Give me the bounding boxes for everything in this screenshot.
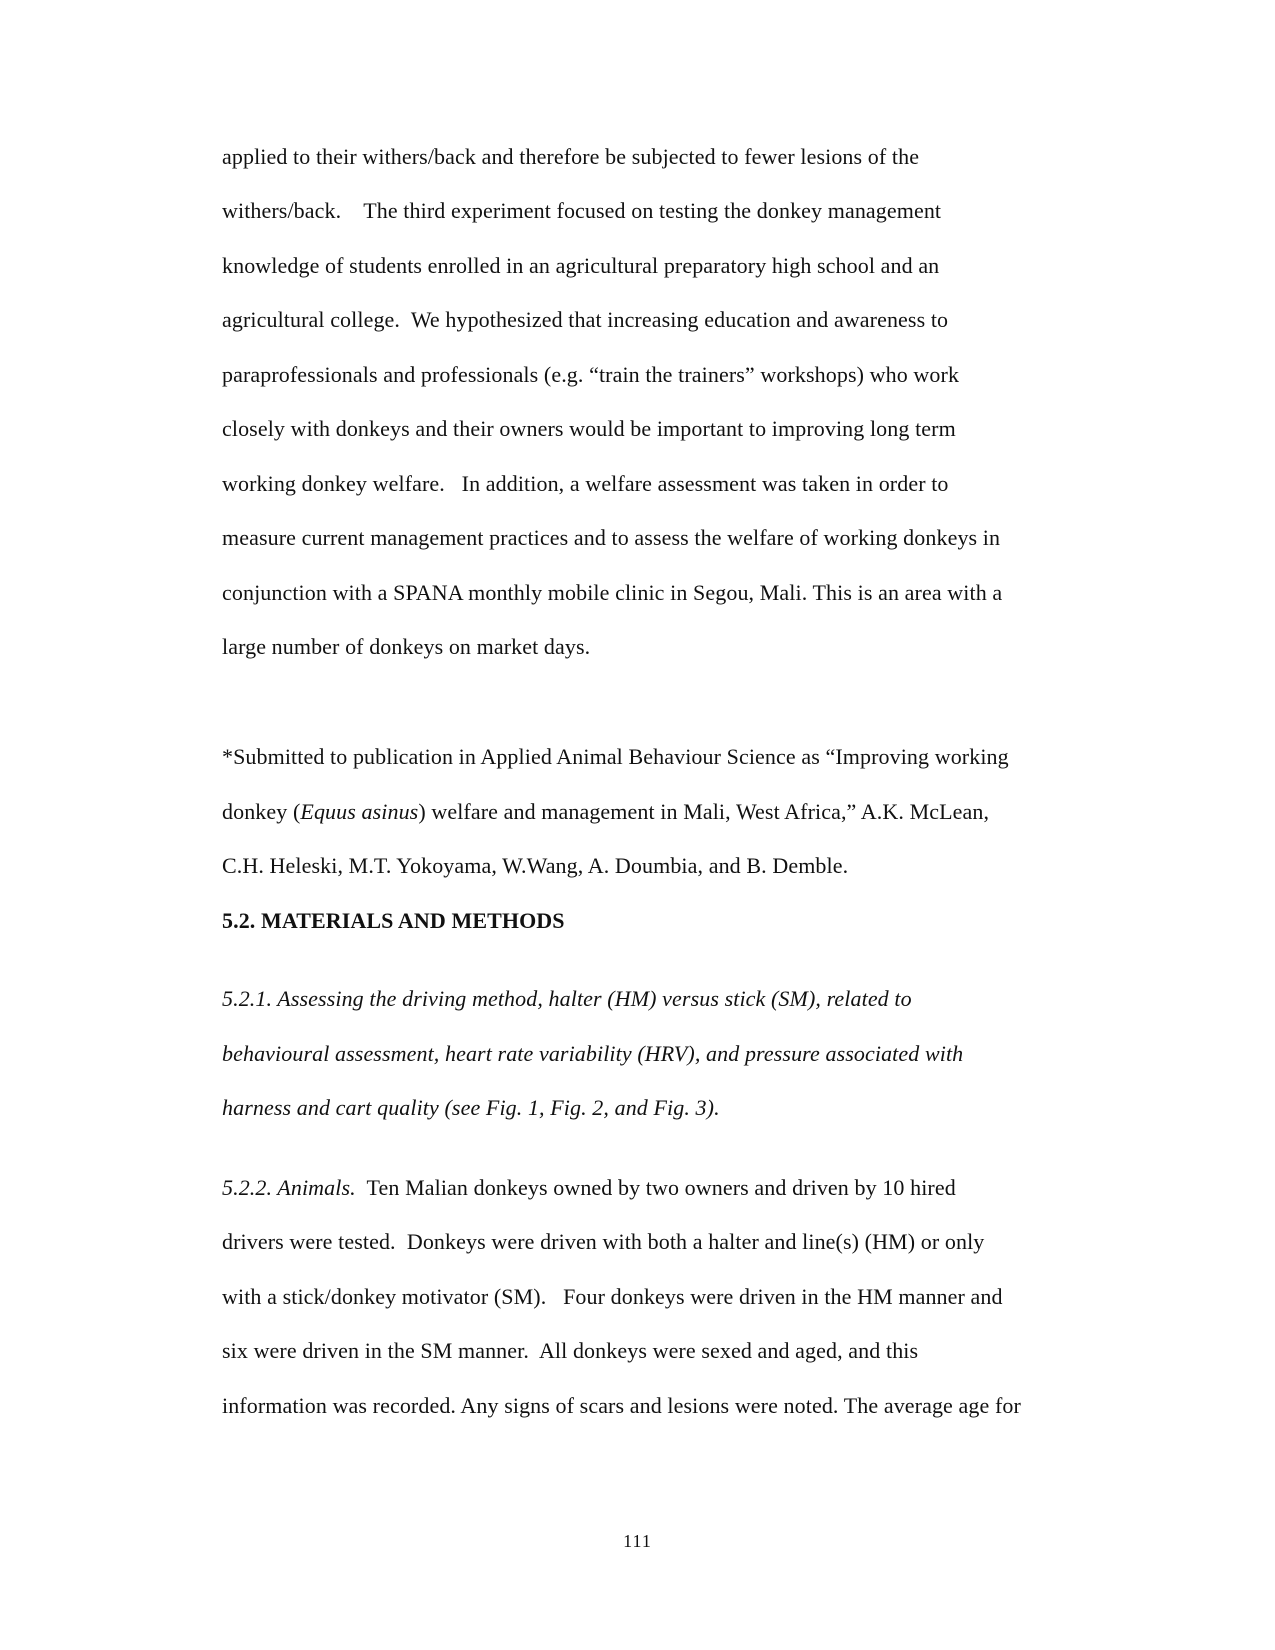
paragraph-line: closely with donkeys and their owners would be important to improving long term [222, 416, 956, 441]
subsection-heading-line: 5.2.1. Assessing the driving method, halter (HM) versus stick (SM), related to [222, 986, 912, 1011]
subsection-heading-line: harness and cart quality (see Fig. 1, Fig. 2, and Fig. 3). [222, 1095, 720, 1120]
footnote-text: ) welfare and management in Mali, West Africa,” A.K. McLean, [418, 799, 990, 824]
paragraph-line: drivers were tested. Donkeys were driven with both a halter and line(s) (HM) or only [222, 1229, 985, 1254]
paragraph-line: withers/back. The third experiment focused on testing the donkey management [222, 198, 942, 223]
page-number: 111 [623, 1531, 652, 1551]
footnote-text: donkey ( [222, 799, 301, 824]
subsection-label: 5.2.2. Animals. [222, 1175, 356, 1200]
species-name: Equus asinus [300, 799, 419, 824]
paragraph-line: working donkey welfare. In addition, a welfare assessment was taken in order to [222, 471, 949, 496]
footnote-line: *Submitted to publication in Applied Animal Behaviour Science as “Improving working [222, 744, 1009, 769]
paragraph-line: knowledge of students enrolled in an agricultural preparatory high school and an [222, 253, 940, 278]
section-heading: 5.2. MATERIALS AND METHODS [222, 908, 565, 933]
footnote-line [222, 799, 989, 825]
paragraph-line [222, 1175, 956, 1201]
paragraph-line: information was recorded. Any signs of scars and lesions were noted. The average age for [222, 1393, 1021, 1418]
paragraph-text: Ten Malian donkeys owned by two owners and driven by 10 hired [355, 1175, 956, 1200]
subsection-heading-line: behavioural assessment, heart rate variability (HRV), and pressure associated with [222, 1041, 964, 1066]
paragraph-line: large number of donkeys on market days. [222, 634, 591, 659]
paragraph-line: with a stick/donkey motivator (SM). Four donkeys were driven in the HM manner and [222, 1284, 1003, 1309]
paragraph-line: applied to their withers/back and therefore be subjected to fewer lesions of the [222, 144, 920, 169]
footnote-line: C.H. Heleski, M.T. Yokoyama, W.Wang, A. Doumbia, and B. Demble. [222, 853, 849, 878]
paragraph-line: paraprofessionals and professionals (e.g. “train the trainers” workshops) who work [222, 362, 960, 387]
paragraph-line: conjunction with a SPANA monthly mobile clinic in Segou, Mali. This is an area with a [222, 580, 1003, 605]
paragraph-line: six were driven in the SM manner. All donkeys were sexed and aged, and this [222, 1338, 919, 1363]
paragraph-line: agricultural college. We hypothesized that increasing education and awareness to [222, 307, 949, 332]
paragraph-line: measure current management practices and to assess the welfare of working donkeys in [222, 525, 1001, 550]
